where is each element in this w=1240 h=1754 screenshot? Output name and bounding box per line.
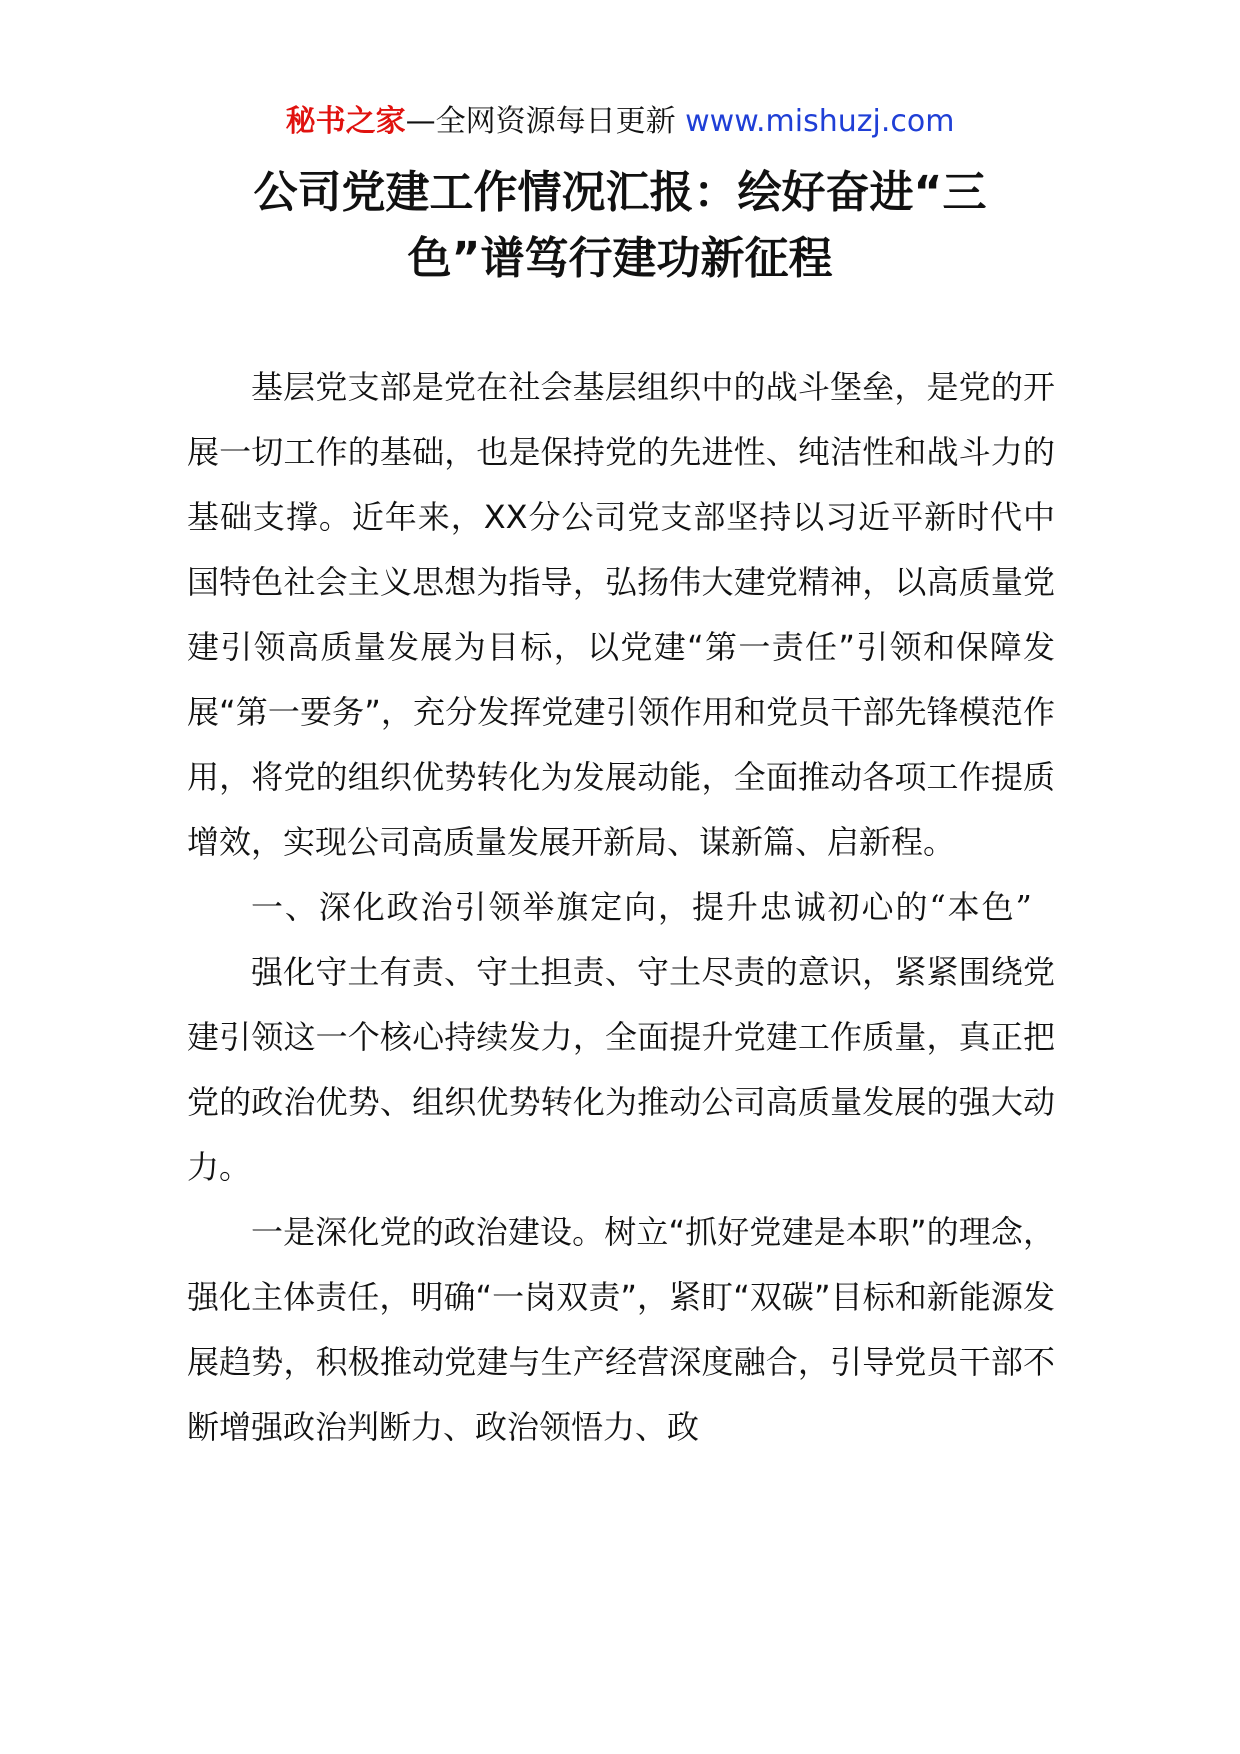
title-line-1: 公司党建工作情况汇报：绘好奋进“三 [253, 167, 987, 218]
paragraph-intro: 基层党支部是党在社会基层组织中的战斗堡垒，是党的开展一切工作的基础，也是保持党的先进性、纯洁性和战斗力的基础支撑。近年来，XX分公司党支部坚持以习近平新时代中国特色社会主义思想为指导，弘扬伟大建党精神，以高质量党建引领高质量发展为目标，以党建“第一责任”引领和保障发展“第一要务”，充分发挥党建引领作用和党员干部先锋模范作用，将党的组织优势转化为发展动能，全面推动各项工作提质增效，实现公司高质量发展开新局、谋新篇、启新程。 [187, 368, 1055, 861]
site-url-link[interactable]: www.mishuzj.com [685, 104, 955, 139]
document-title [150, 160, 1090, 292]
section-heading-1: 一、深化政治引领举旗定向，提升忠诚初心的“本色” [251, 888, 1034, 926]
paragraph-section-1-intro: 强化守土有责、守土担责、守土尽责的意识，紧紧围绕党建引领这一个核心持续发力，全面提升党建工作质量，真正把党的政治优势、组织优势转化为推动公司高质量发展的强大动力。 [187, 953, 1055, 1186]
brand-name: 秘书之家 [285, 104, 406, 139]
title-line-2: 色”谱笃行建功新征程 [407, 233, 833, 284]
document-body [187, 355, 1055, 1460]
header-tagline: —全网资源每日更新 [405, 104, 676, 139]
paragraph-political-building: 一是深化党的政治建设。树立“抓好党建是本职”的理念，强化主体责任，明确“一岗双责”，紧盯“双碳”目标和新能源发展趋势，积极推动党建与生产经营深度融合，引导党员干部不断增强政治判断力、政治领悟力、政 [187, 1213, 1055, 1446]
watermark-header [0, 100, 1240, 144]
